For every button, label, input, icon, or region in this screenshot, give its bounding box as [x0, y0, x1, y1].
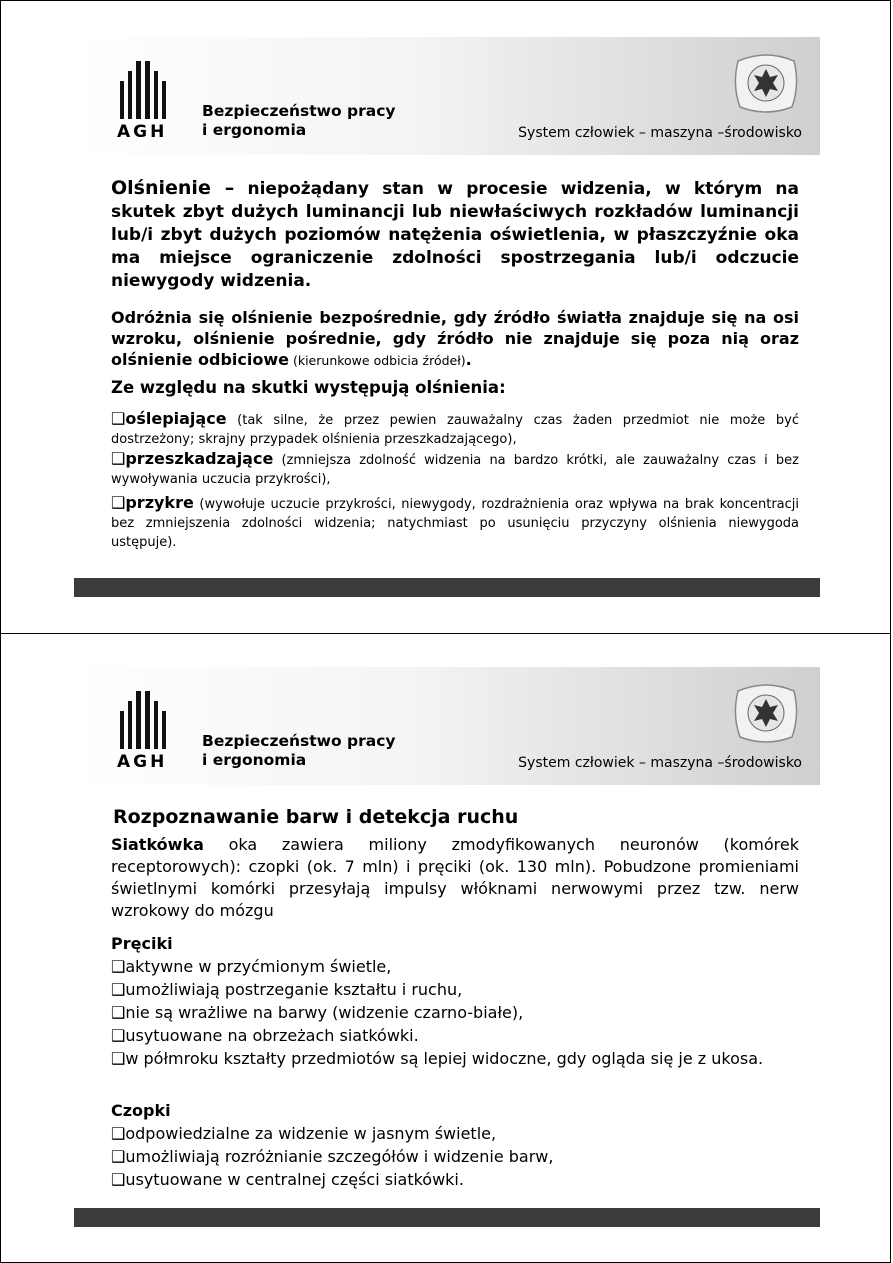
agh-logo-text: AGH [117, 752, 168, 772]
list-item: ❑ w półmroku kształty przedmiotów są lepiej widoczne, gdy ogląda się je z ukosa. [111, 1047, 799, 1070]
cones-section [111, 1099, 799, 1191]
list-item: ❑ usytuowane w centralnej części siatkówki. [111, 1168, 799, 1191]
list-item: ❑ aktywne w przyćmionym świetle, [111, 955, 799, 978]
header-subtitle: System człowiek – maszyna –środowisko [518, 125, 802, 141]
cones-heading: Czopki [111, 1101, 171, 1120]
list-item: ❑ usytuowane na obrzeżach siatkówki. [111, 1024, 799, 1047]
slide-header [74, 667, 820, 785]
slide-title: Rozpoznawanie barw i detekcja ruchu [113, 806, 519, 828]
list-item: ❑ oślepiające (tak silne, że przez pewien zauważalny czas żaden przedmiot nie może być dostrzeżony; skrajny przypadek olśnienia przeszkadzającego), [111, 409, 799, 449]
list-item: ❑ umożliwiają rozróżnianie szczegółów i widzenie barw, [111, 1145, 799, 1168]
slide-header [74, 37, 820, 155]
glare-types-paragraph: Odróżnia się olśnienie bezpośrednie, gdy źródło światła znajduje się na osi wzroku, olśnienie pośrednie, gdy źródło nie znajduje się poza nią oraz olśnienie odbiciowe (kierunkowe odbicia źródeł). [111, 308, 799, 369]
retina-paragraph: Siatkówka oka zawiera miliony zmodyfikowanych neuronów (komórek receptorowych): czopki (ok. 7 mln) i pręciki (ok. 130 mln). Pobudzone promieniami świetlnymi komórki przesyłają impulsy włóknami nerwowymi przez tzw. nerw wzrokowy do mózgu [111, 835, 799, 920]
slide-2 [0, 633, 891, 1263]
effects-list [111, 409, 799, 552]
university-emblem-icon [732, 681, 800, 749]
course-title: Bezpieczeństwo pracy i ergonomia [202, 102, 396, 139]
list-item: ❑ przeszkadzające (zmniejsza zdolność widzenia na bardzo krótki, ale zauważalny czas i bez wywoływania uczucia przykrości), [111, 449, 799, 489]
agh-logo-text: AGH [117, 122, 168, 142]
list-item: ❑ nie są wrażliwe na barwy (widzenie czarno-białe), [111, 1001, 799, 1024]
university-emblem-icon [732, 51, 800, 119]
slide-footer-bar [74, 1208, 820, 1227]
list-item: ❑ przykre (wywołuje uczucie przykrości, niewygody, rozdrażnienia oraz wpływa na brak koncentracji bez zmniejszenia zdolności widzenia; natychmiast po usunięciu przyczyny olśnienia niewygoda ustępuje). [111, 493, 799, 552]
rods-heading: Pręciki [111, 934, 173, 953]
list-item: ❑ umożliwiają postrzeganie kształtu i ruchu, [111, 978, 799, 1001]
header-subtitle: System człowiek – maszyna –środowisko [518, 755, 802, 771]
definition-paragraph [111, 177, 799, 293]
list-item: ❑ odpowiedzialne za widzenie w jasnym świetle, [111, 1122, 799, 1145]
slide-footer-bar [74, 578, 820, 597]
definition-text: niepożądany stan w procesie widzenia, w którym na skutek zbyt dużych luminancji lub niewłaściwych rozkładów luminancji lub/i zbyt dużych poziomów natężenia oświetlenia, w płaszczyźnie oka ma miejsce ograniczenie zdolności spostrzegania lub/i odczucie niewygody widzenia. [111, 179, 799, 291]
rods-section [111, 932, 799, 1070]
effects-heading: Ze względu na skutki występują olśnienia: [111, 378, 506, 397]
course-title: Bezpieczeństwo pracy i ergonomia [202, 732, 396, 769]
definition-term: Olśnienie – [111, 177, 235, 199]
